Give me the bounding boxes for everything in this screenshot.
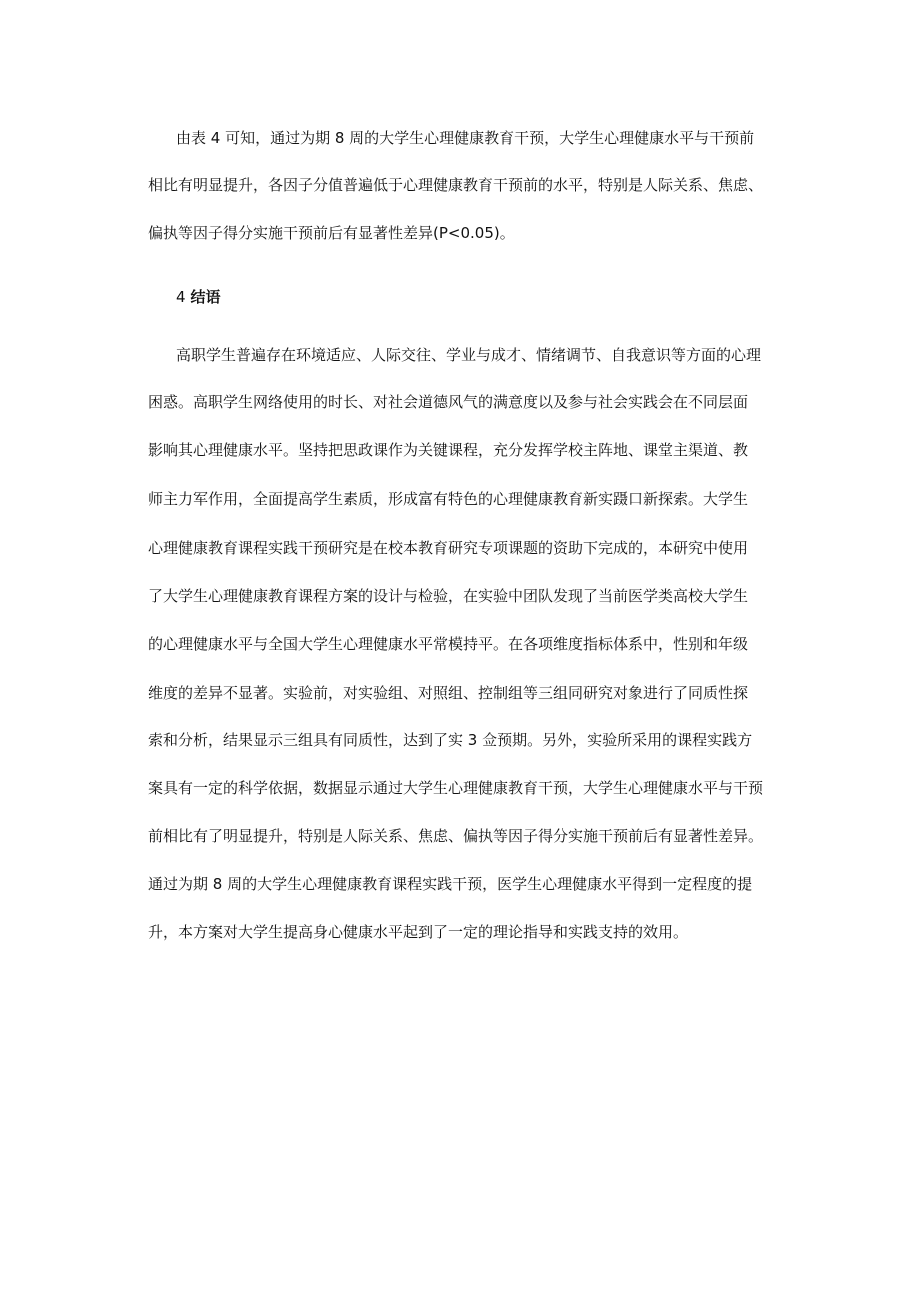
paragraph2-line-3: 影响其心理健康水平。坚持把思政课作为关键课程，充分发挥学校主阵地、课堂主渠道、教 — [148, 441, 749, 459]
paragraph2-line-5: 心理健康教育课程实践干预研究是在校本教育研究专项课题的资助下完成的，本研究中使用 — [148, 539, 749, 557]
paragraph1-line-3: 偏执等因子得分实施干预前后有显著性差异(P<0.05)。 — [148, 224, 515, 242]
section-heading-number: 4 — [176, 288, 186, 306]
paragraph2-line-9: 索和分析，结果显示三组具有同质性，达到了实 3 佥预期。另外，实验所采用的课程实践方 — [148, 731, 753, 749]
paragraph2-line-11: 前相比有了明显提升，特别是人际关系、焦虑、偏执等因子得分实施干预前后有显著性差异。 — [148, 827, 764, 845]
paragraph2-line-2: 困惑。高职学生网络使用的时长、对社会道德风气的满意度以及参与社会实践会在不同层面 — [148, 393, 749, 411]
paragraph2-line-8: 维度的差异不显著。实验前，对实验组、对照组、控制组等三组同研究对象进行了同质性探 — [148, 684, 749, 702]
paragraph1-line-2: 相比有明显提升，各因子分值普遍低于心理健康教育干预前的水平，特别是人际关系、焦虑、 — [148, 176, 764, 194]
paragraph2-line-4: 师主力军作用，全面提高学生素质，形成富有特色的心理健康教育新实蹑口新探索。大学生 — [148, 490, 749, 508]
paragraph2-line-12: 通过为期 8 周的大学生心理健康教育课程实践干预，医学生心理健康水平得到一定程度的提 — [148, 875, 753, 893]
paragraph2-line-6: 了大学生心理健康教育课程方案的设计与检验，在实验中团队发现了当前医学类高校大学生 — [148, 587, 749, 605]
paragraph1-line-1: 由表 4 可知，通过为期 8 周的大学生心理健康教育干预，大学生心理健康水平与干预前 — [176, 129, 755, 147]
paragraph2-line-7: 的心理健康水平与全国大学生心理健康水平常模持平。在各项维度指标体系中，性别和年级 — [148, 635, 749, 653]
paragraph2-line-13: 升，本方案对大学生提高身心健康水平起到了一定的理论指导和实践支持的效用。 — [148, 923, 689, 941]
paragraph2-line-1: 高职学生普遍存在环境适应、人际交往、学业与成才、情绪调节、自我意识等方面的心理 — [176, 346, 762, 364]
paragraph2-line-10: 案具有一定的科学依据，数据显示通过大学生心理健康教育干预，大学生心理健康水平与干预 — [148, 779, 764, 797]
section-heading-title: 结语 — [190, 288, 221, 306]
section-heading — [176, 287, 788, 307]
